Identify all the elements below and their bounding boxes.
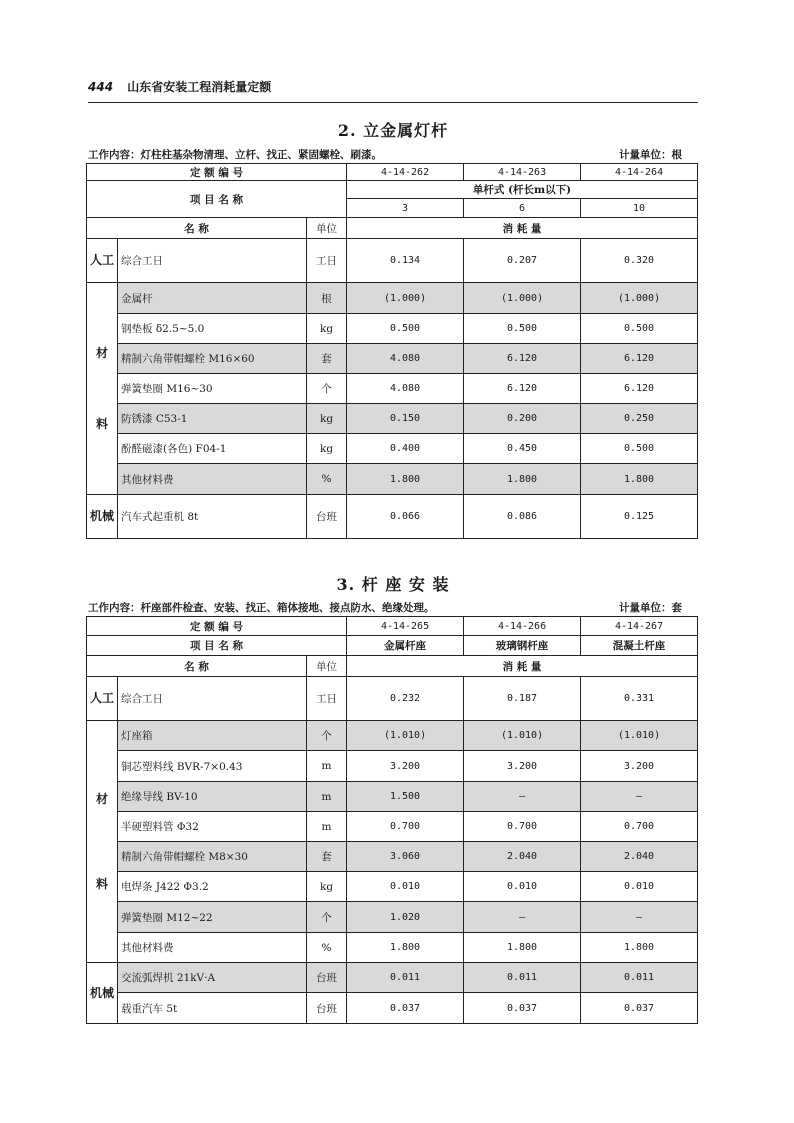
table-row bbox=[87, 677, 698, 721]
item-value: (1.010) bbox=[464, 721, 581, 751]
item-value: (1.000) bbox=[464, 283, 581, 314]
section3-title: 3. 杆 座 安 装 bbox=[336, 575, 450, 594]
item-name: 防锈漆 C53-1 bbox=[118, 404, 307, 434]
name-label: 名 称 bbox=[87, 656, 307, 677]
item-unit: kg bbox=[307, 314, 347, 344]
category-labor: 人工 bbox=[87, 677, 118, 721]
category-labor: 人工 bbox=[87, 239, 118, 283]
table-row bbox=[87, 812, 698, 842]
item-value: 0.400 bbox=[347, 434, 464, 464]
item-name-label: 项 目 名 称 bbox=[87, 636, 347, 656]
table-row bbox=[87, 434, 698, 464]
item-unit: 台班 bbox=[307, 495, 347, 539]
item-value: — bbox=[581, 782, 698, 812]
table-row bbox=[87, 374, 698, 404]
item-value: (1.000) bbox=[347, 283, 464, 314]
item-unit: 个 bbox=[307, 721, 347, 751]
item-name: 汽车式起重机 8t bbox=[118, 495, 307, 539]
length-value: 10 bbox=[581, 199, 698, 218]
item-value: 1.800 bbox=[464, 933, 581, 963]
table-row bbox=[87, 842, 698, 872]
category-machine: 机械 bbox=[87, 495, 118, 539]
item-value: 0.125 bbox=[581, 495, 698, 539]
item-value: 6.120 bbox=[581, 374, 698, 404]
item-name: 载重汽车 5t bbox=[118, 993, 307, 1024]
length-value: 6 bbox=[464, 199, 581, 218]
item-value: 3.200 bbox=[347, 751, 464, 782]
item-value: 0.700 bbox=[581, 812, 698, 842]
item-value: 1.800 bbox=[347, 933, 464, 963]
item-value: 0.066 bbox=[347, 495, 464, 539]
item-unit: % bbox=[307, 933, 347, 963]
item-name: 铜芯塑料线 BVR-7×0.43 bbox=[118, 751, 307, 782]
quota-code: 4-14-265 bbox=[347, 617, 464, 636]
item-value: 0.010 bbox=[464, 872, 581, 902]
item-value: 0.320 bbox=[581, 239, 698, 283]
item-value: 3.060 bbox=[347, 842, 464, 872]
table-row bbox=[87, 617, 698, 636]
group-label: 单杆式 (杆长m以下) bbox=[347, 181, 698, 199]
table-row bbox=[87, 218, 698, 239]
item-value: 0.200 bbox=[464, 404, 581, 434]
table-row bbox=[87, 933, 698, 963]
item-value: 0.500 bbox=[464, 314, 581, 344]
item-unit: kg bbox=[307, 434, 347, 464]
quota-no-label: 定 额 编 号 bbox=[87, 164, 347, 181]
item-name: 钢垫板 δ2.5~5.0 bbox=[118, 314, 307, 344]
item-name: 弹簧垫圈 M16~30 bbox=[118, 374, 307, 404]
item-value: 1.500 bbox=[347, 782, 464, 812]
table-row bbox=[87, 636, 698, 656]
item-name: 综合工日 bbox=[118, 677, 307, 721]
item-unit: m bbox=[307, 751, 347, 782]
item-value: 1.800 bbox=[347, 464, 464, 495]
item-value: — bbox=[581, 902, 698, 933]
table-row bbox=[87, 782, 698, 812]
item-value: 0.011 bbox=[581, 963, 698, 993]
item-name: 精制六角带帽螺栓 M16×60 bbox=[118, 344, 307, 374]
item-unit: % bbox=[307, 464, 347, 495]
quota-code: 4-14-264 bbox=[581, 164, 698, 181]
item-unit: 工日 bbox=[307, 677, 347, 721]
item-unit: m bbox=[307, 782, 347, 812]
item-value: 0.037 bbox=[581, 993, 698, 1024]
item-value: 0.086 bbox=[464, 495, 581, 539]
page-number: 444 bbox=[88, 80, 114, 94]
item-value: 0.331 bbox=[581, 677, 698, 721]
table-row bbox=[87, 314, 698, 344]
item-name: 半硬塑料管 Φ32 bbox=[118, 812, 307, 842]
item-unit: 套 bbox=[307, 344, 347, 374]
item-unit: kg bbox=[307, 872, 347, 902]
section3-meta bbox=[88, 600, 696, 614]
consumption-label: 消 耗 量 bbox=[347, 656, 698, 677]
item-value: 0.500 bbox=[581, 314, 698, 344]
item-value: 3.200 bbox=[581, 751, 698, 782]
item-value: 0.450 bbox=[464, 434, 581, 464]
item-value: 2.040 bbox=[464, 842, 581, 872]
item-unit: 台班 bbox=[307, 963, 347, 993]
seat-type: 金属杆座 bbox=[347, 636, 464, 656]
item-name: 交流弧焊机 21kV·A bbox=[118, 963, 307, 993]
item-value: 0.187 bbox=[464, 677, 581, 721]
table-row bbox=[87, 495, 698, 539]
item-unit: 个 bbox=[307, 374, 347, 404]
item-name: 灯座箱 bbox=[118, 721, 307, 751]
item-name: 精制六角带帽螺栓 M8×30 bbox=[118, 842, 307, 872]
category-material-char: 料 bbox=[95, 416, 108, 431]
item-value: (1.010) bbox=[581, 721, 698, 751]
item-value: 0.207 bbox=[464, 239, 581, 283]
item-value: (1.010) bbox=[347, 721, 464, 751]
category-material bbox=[87, 283, 118, 495]
table-row bbox=[87, 344, 698, 374]
section3-unit: 计量单位：套 bbox=[619, 602, 682, 614]
item-value: 1.020 bbox=[347, 902, 464, 933]
item-value: (1.000) bbox=[581, 283, 698, 314]
section3-work-content: 工作内容：杆座部件检查、安装、找正、箱体接地、接点防水、绝缘处理。 bbox=[88, 602, 435, 614]
section2-unit: 计量单位：根 bbox=[619, 149, 682, 161]
item-value: 4.080 bbox=[347, 344, 464, 374]
quota-no-label: 定 额 编 号 bbox=[87, 617, 347, 636]
table-row bbox=[87, 902, 698, 933]
item-value: 0.037 bbox=[347, 993, 464, 1024]
item-name: 酚醛磁漆(各色) F04-1 bbox=[118, 434, 307, 464]
item-value: 6.120 bbox=[581, 344, 698, 374]
book-title: 山东省安装工程消耗量定额 bbox=[127, 80, 272, 94]
item-unit: 工日 bbox=[307, 239, 347, 283]
item-value: 0.134 bbox=[347, 239, 464, 283]
item-value: 0.500 bbox=[581, 434, 698, 464]
item-value: 0.010 bbox=[581, 872, 698, 902]
item-value: 2.040 bbox=[581, 842, 698, 872]
item-value: — bbox=[464, 782, 581, 812]
item-name: 弹簧垫圈 M12~22 bbox=[118, 902, 307, 933]
category-material-char: 料 bbox=[95, 876, 108, 891]
item-name: 其他材料费 bbox=[118, 933, 307, 963]
table-row bbox=[87, 721, 698, 751]
section2-meta bbox=[88, 147, 696, 161]
length-value: 3 bbox=[347, 199, 464, 218]
category-machine: 机械 bbox=[87, 963, 118, 1024]
item-value: 1.800 bbox=[464, 464, 581, 495]
item-value: 0.232 bbox=[347, 677, 464, 721]
consumption-label: 消 耗 量 bbox=[347, 218, 698, 239]
category-material-char: 材 bbox=[95, 345, 108, 360]
table-row bbox=[87, 283, 698, 314]
unit-label: 单位 bbox=[307, 656, 347, 677]
category-material bbox=[87, 721, 118, 963]
item-value: 6.120 bbox=[464, 344, 581, 374]
unit-label: 单位 bbox=[307, 218, 347, 239]
section2-table bbox=[86, 163, 698, 539]
item-value: 1.800 bbox=[581, 464, 698, 495]
item-value: 0.150 bbox=[347, 404, 464, 434]
item-name: 电焊条 J422 Φ3.2 bbox=[118, 872, 307, 902]
item-unit: 台班 bbox=[307, 993, 347, 1024]
table-row bbox=[87, 239, 698, 283]
item-value: 0.011 bbox=[347, 963, 464, 993]
item-value: 6.120 bbox=[464, 374, 581, 404]
quota-code: 4-14-266 bbox=[464, 617, 581, 636]
table-row bbox=[87, 404, 698, 434]
table-row bbox=[87, 181, 698, 199]
quota-code: 4-14-267 bbox=[581, 617, 698, 636]
quota-code: 4-14-263 bbox=[464, 164, 581, 181]
item-unit: 套 bbox=[307, 842, 347, 872]
table-row bbox=[87, 164, 698, 181]
table-row bbox=[87, 963, 698, 993]
item-unit: kg bbox=[307, 404, 347, 434]
item-value: 0.700 bbox=[347, 812, 464, 842]
item-name: 综合工日 bbox=[118, 239, 307, 283]
page-header bbox=[88, 74, 698, 103]
item-value: 0.011 bbox=[464, 963, 581, 993]
item-value: 0.037 bbox=[464, 993, 581, 1024]
item-name: 绝缘导线 BV-10 bbox=[118, 782, 307, 812]
item-name-label: 项 目 名 称 bbox=[87, 181, 347, 218]
item-unit: 根 bbox=[307, 283, 347, 314]
section2-work-content: 工作内容：灯柱柱基杂物清理、立杆、找正、紧固螺栓、刷漆。 bbox=[88, 149, 382, 161]
item-name: 其他材料费 bbox=[118, 464, 307, 495]
item-value: 0.500 bbox=[347, 314, 464, 344]
quota-code: 4-14-262 bbox=[347, 164, 464, 181]
item-unit: 个 bbox=[307, 902, 347, 933]
section2-title: 2. 立金属灯杆 bbox=[337, 121, 449, 140]
item-value: 0.250 bbox=[581, 404, 698, 434]
item-unit: m bbox=[307, 812, 347, 842]
table-row bbox=[87, 872, 698, 902]
section3-table bbox=[86, 616, 698, 1024]
item-value: 4.080 bbox=[347, 374, 464, 404]
item-value: 0.700 bbox=[464, 812, 581, 842]
table-row bbox=[87, 993, 698, 1024]
item-value: 3.200 bbox=[464, 751, 581, 782]
table-row bbox=[87, 656, 698, 677]
seat-type: 混凝土杆座 bbox=[581, 636, 698, 656]
item-value: — bbox=[464, 902, 581, 933]
table-row bbox=[87, 464, 698, 495]
name-label: 名 称 bbox=[87, 218, 307, 239]
seat-type: 玻璃钢杆座 bbox=[464, 636, 581, 656]
table-row bbox=[87, 751, 698, 782]
item-value: 0.010 bbox=[347, 872, 464, 902]
item-name: 金属杆 bbox=[118, 283, 307, 314]
item-value: 1.800 bbox=[581, 933, 698, 963]
category-material-char: 材 bbox=[95, 791, 108, 806]
